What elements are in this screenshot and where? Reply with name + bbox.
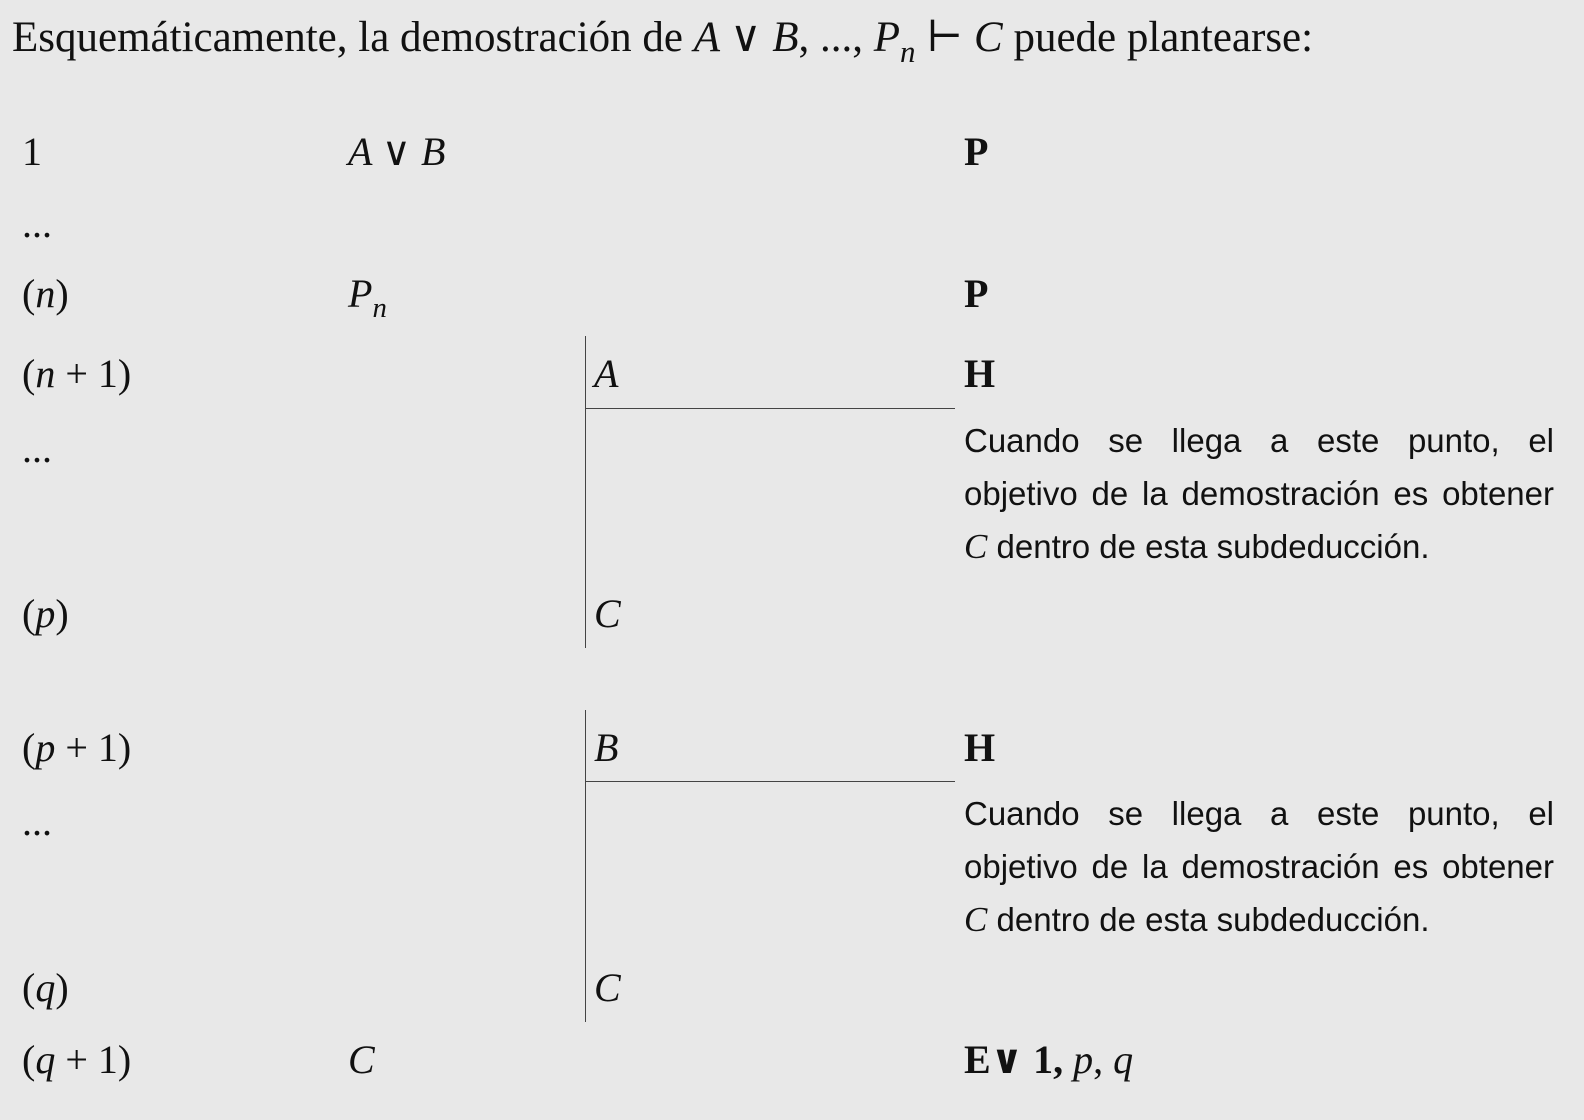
line-number-q-plus-1: (q + 1) [22, 1037, 132, 1082]
premise-formula-1: A ∨ B [348, 129, 446, 174]
justification-hyp-1: H [964, 351, 996, 396]
ellipsis-2: ... [22, 426, 52, 471]
final-conclusion-c: C [348, 1037, 375, 1082]
intro-sentence [12, 12, 1313, 70]
note-1: Cuando se llega a este punto, el objetivo de la demostración es obtener C dentro de esta subdeducción. [964, 422, 1554, 566]
hypothesis-rule-2 [585, 781, 955, 782]
line-number-n-plus-1: (n + 1) [22, 351, 132, 396]
line-number-q: (q) [22, 965, 69, 1010]
note-2: Cuando se llega a este punto, el objetivo de la demostración es obtener C dentro de esta subdeducción. [964, 795, 1554, 939]
subdeduction-bar-2 [585, 710, 586, 1022]
intro-formula: A ∨ B [693, 14, 799, 61]
premise-formula-n: $P_n$ [348, 271, 387, 325]
conclusion-c-1: C [594, 591, 621, 636]
subdeduction-bar-1 [585, 336, 586, 648]
hypothesis-a: A [594, 351, 619, 396]
intro-p: P [873, 14, 901, 61]
intro-text-end: puede plantearse: [1002, 14, 1314, 61]
justification-elim-or: E∨ 1, p, q [964, 1037, 1134, 1082]
line-number-p-plus-1: (p + 1) [22, 725, 132, 770]
ellipsis-3: ... [22, 799, 52, 844]
hypothesis-rule-1 [585, 408, 955, 409]
justification-n: P [964, 271, 989, 316]
hypothesis-b: B [594, 725, 619, 770]
intro-text: Esquemáticamente, la demostración de [12, 14, 694, 61]
intro-n: n [900, 33, 916, 69]
justification-hyp-2: H [964, 725, 996, 770]
line-number-p: (p) [22, 591, 69, 636]
intro-c: C [974, 14, 1003, 61]
justification-1: P [964, 129, 989, 174]
ellipsis-1: ... [22, 201, 52, 246]
line-number-n: (n) [22, 271, 69, 316]
intro-turnstile: ⊢ [915, 14, 974, 61]
intro-sep: , ..., [798, 14, 874, 61]
conclusion-c-2: C [594, 965, 621, 1010]
line-number-1: 1 [22, 129, 42, 174]
